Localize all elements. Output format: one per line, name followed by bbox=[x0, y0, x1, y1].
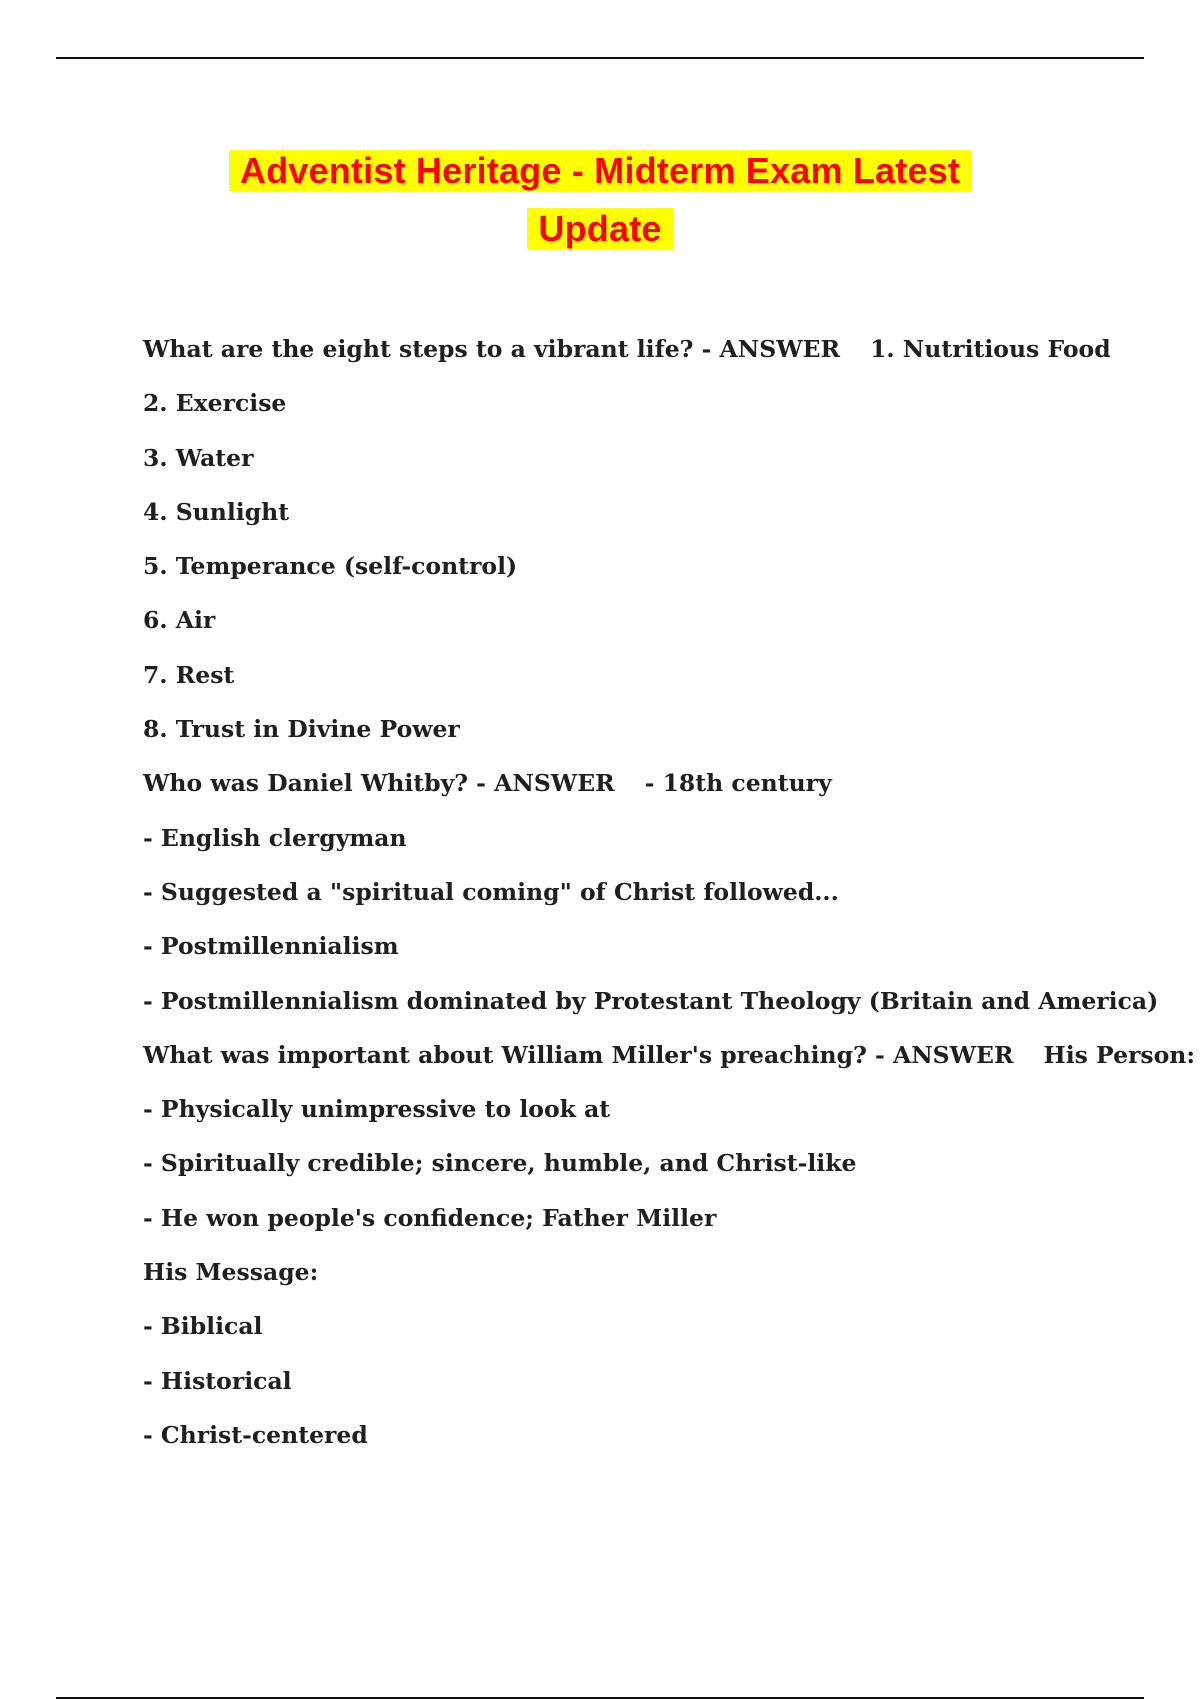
answer-1-item: 7. Rest bbox=[143, 660, 235, 689]
question-2 bbox=[143, 756, 1143, 810]
answer-1-item: 6. Air bbox=[143, 606, 216, 635]
qa-content bbox=[143, 322, 1196, 1462]
answer-2-item: - Postmillennialism bbox=[143, 932, 399, 961]
answer-3-first: His Person: bbox=[1043, 1040, 1196, 1069]
answer-3-item: - Physically unimpressive to look at bbox=[143, 1095, 611, 1124]
title-line-1 bbox=[0, 142, 1200, 200]
answer-1-item: 4. Sunlight bbox=[143, 497, 290, 526]
question-2-text: Who was Daniel Whitby? - ANSWER bbox=[143, 769, 615, 798]
title-text-2: Update bbox=[527, 208, 672, 249]
answer-3-item: - Christ-centered bbox=[143, 1420, 368, 1449]
title-text-1: Adventist Heritage - Midterm Exam Latest bbox=[229, 150, 971, 191]
question-1-text: What are the eight steps to a vibrant life? - ANSWER bbox=[143, 335, 841, 363]
question-3-text: What was important about William Miller's preaching? - ANSWER bbox=[143, 1040, 1014, 1069]
answer-2-item: - Postmillennialism dominated by Protestant Theology (Britain and America) bbox=[143, 986, 1159, 1015]
answer-1-first: 1. Nutritious Food bbox=[870, 335, 1111, 363]
document-title bbox=[0, 142, 1200, 258]
top-rule bbox=[56, 57, 1144, 59]
title-line-2 bbox=[0, 200, 1200, 258]
answer-1-item: 3. Water bbox=[143, 443, 254, 472]
question-1 bbox=[143, 322, 1143, 376]
answer-1-item: 2. Exercise bbox=[143, 389, 287, 418]
answer-1-item: 5. Temperance (self-control) bbox=[143, 552, 518, 581]
answer-3-item: - Historical bbox=[143, 1366, 292, 1395]
answer-2-first: - 18th century bbox=[644, 769, 832, 798]
answer-3-subheading: His Message: bbox=[143, 1258, 319, 1287]
answer-1-item: 8. Trust in Divine Power bbox=[143, 715, 460, 744]
answer-2-item: - Suggested a "spiritual coming" of Christ followed... bbox=[143, 877, 839, 906]
bottom-rule bbox=[56, 1697, 1144, 1699]
answer-3-item: - Spiritually credible; sincere, humble, and Christ-like bbox=[143, 1149, 857, 1178]
answer-3-item: - He won people's confidence; Father Miller bbox=[143, 1203, 717, 1232]
answer-2-item: - English clergyman bbox=[143, 823, 407, 852]
answer-3-item: - Biblical bbox=[143, 1312, 263, 1341]
question-3 bbox=[143, 1028, 1196, 1082]
